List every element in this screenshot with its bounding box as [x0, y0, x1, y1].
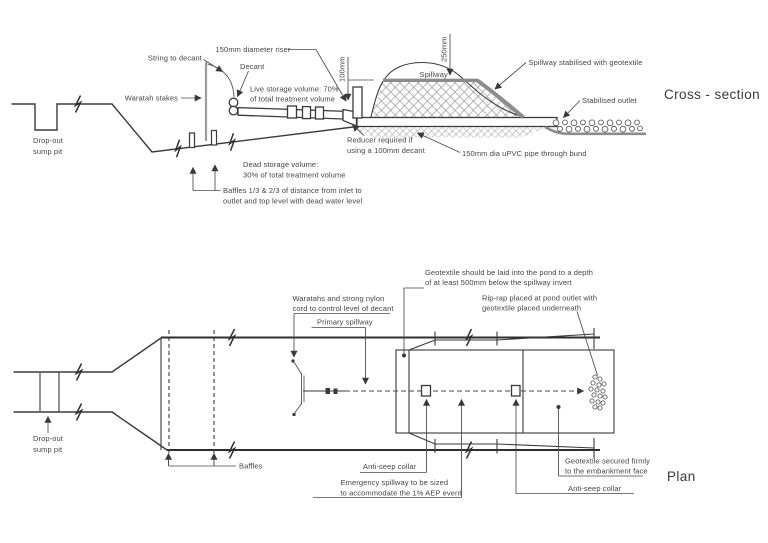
plan-decant-structure: [292, 360, 305, 417]
emergency-spillway-label: Emergency spillway to be sized: [340, 478, 449, 487]
decant-float: [229, 98, 238, 107]
reducer-label: Reducer required if: [347, 135, 413, 145]
xsec-baffles-label: Baffles 1/3 & 2/3 of distance from inlet to: [223, 186, 362, 195]
plan-diagram: [14, 268, 696, 498]
cross-section-title: Cross - section: [664, 87, 761, 102]
break-marks: [76, 93, 236, 158]
xsec-baffles-label: outlet and top level with dead water level: [223, 196, 363, 206]
dead-storage-label: 30% of total treatment volume: [243, 170, 346, 180]
primary-spillway-label: Primary spillway: [317, 317, 373, 327]
baffle-post: [190, 133, 195, 148]
anti-seep-collar-label: Anti-seep collar: [363, 462, 417, 471]
geotextile-embankment-label: Geotextile secured firmly: [565, 456, 651, 466]
xsec-sump-label: sump pit: [33, 147, 63, 156]
waratah-stakes-label: Waratah stakes: [124, 93, 178, 103]
decant-string: [208, 64, 235, 97]
string-to-decant-label: String to decant: [147, 53, 202, 63]
emergency-spillway-label: to accommodate the 1% AEP event: [340, 488, 462, 498]
rip-rap-rocks: [589, 375, 607, 410]
anti-seep-collar-label: Anti-seep collar: [568, 484, 622, 493]
waratahs-label: Waratahs and strong nylon: [292, 294, 385, 303]
reducer-label: using a 100mm decant: [347, 146, 425, 155]
pond-inlet-funnel: [112, 338, 167, 450]
decant-label: Decant: [240, 62, 265, 71]
spillway-label: Spillway: [419, 70, 448, 79]
live-storage-label: Live storage volume: 70%: [250, 84, 339, 94]
anti-seep-collar: [422, 386, 431, 397]
rip-rap-label: Rip-rap placed at pond outlet with: [482, 293, 598, 303]
waratahs-label: cord to control level of decant: [292, 304, 394, 313]
plan-channel: [14, 372, 112, 412]
xsec-sump-label: Drop-out: [33, 136, 63, 145]
plan-title: Plan: [667, 469, 696, 484]
plan-baffles-label: Baffles: [239, 461, 263, 471]
riser-label: 150mm diameter riser: [215, 45, 291, 54]
dim-250mm-label: 250mm: [439, 36, 449, 62]
pipe-label: 150mm dia uPVC pipe through bund: [462, 149, 587, 158]
baffle-post: [212, 131, 217, 146]
pipe-coupling: [334, 389, 338, 395]
riser: [353, 87, 362, 118]
live-storage-label: of total treatment volume: [250, 94, 336, 104]
plan-sump-label: sump pit: [33, 445, 63, 454]
decant-float: [229, 106, 238, 115]
geotextile-embankment-label: to the embankment face: [565, 466, 648, 476]
upvc-pipe: [357, 118, 557, 127]
geotextile-pond-label: Geotextile should be laid into the pond to a depth: [425, 268, 594, 277]
dead-storage-label: Dead storage volume:: [243, 160, 319, 169]
stabilised-outlet-label: Stabilised outlet: [582, 96, 637, 105]
outlet-rocks: [553, 120, 642, 132]
dim-100mm-label: 100mm: [337, 56, 347, 82]
plan-sump-label: Drop-out: [33, 434, 63, 443]
pipe-coupling: [326, 388, 331, 394]
anti-seep-collar: [512, 386, 521, 397]
geotextile-pond-label: of at least 500mm below the spillway invert: [425, 278, 572, 287]
spillway-geotextile-label: Spillway stabilised with geotextile: [528, 58, 643, 67]
rip-rap-label: geotextile placed underneath: [482, 303, 582, 313]
cross-section-diagram: [12, 34, 760, 206]
